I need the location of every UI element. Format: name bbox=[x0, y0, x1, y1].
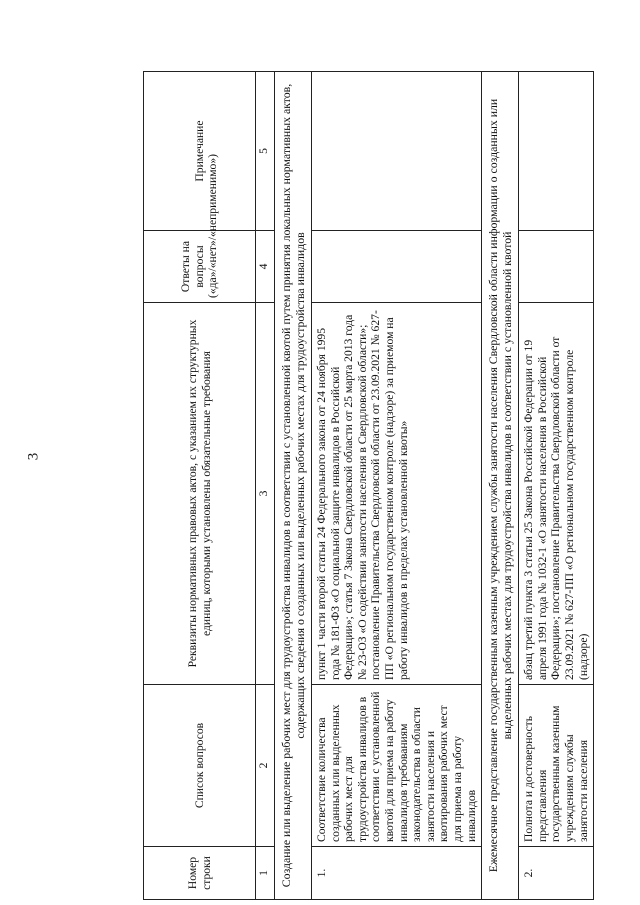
table-row bbox=[519, 72, 594, 900]
column-index: 3 bbox=[256, 303, 275, 685]
answer-cell bbox=[312, 231, 482, 303]
header-questions: Список вопросов bbox=[144, 685, 256, 847]
column-index: 1 bbox=[256, 847, 275, 900]
note-cell bbox=[519, 72, 594, 231]
table-header-row bbox=[144, 72, 256, 900]
column-index: 4 bbox=[256, 231, 275, 303]
header-requisites: Реквизиты нормативных правовых актов, с указанием их структурных единиц, которыми установлены обязательные требования bbox=[144, 303, 256, 685]
section-title-1: Создание или выделение рабочих мест для трудоустройства инвалидов в соответствии с установленной квотой путем принятия локальных нормативных актов, содержащих сведения о созданных или выделенных рабочих местах для трудоустройства инвалидов bbox=[275, 72, 312, 900]
page-number: 3 bbox=[25, 452, 42, 461]
checklist-table bbox=[143, 71, 594, 900]
header-row-number: Номер строки bbox=[144, 847, 256, 900]
column-index-row bbox=[256, 72, 275, 900]
table-row bbox=[312, 72, 482, 900]
column-index: 2 bbox=[256, 685, 275, 847]
header-note: Примечание bbox=[144, 72, 256, 231]
section-row bbox=[482, 72, 519, 900]
header-answers: Ответы на вопросы («да»/«нет»/«неприменимо») bbox=[144, 231, 256, 303]
question-cell: Соответствие количества созданных или выделенных рабочих мест для трудоустройства инвалидов в соответствии с установленной квотой для приема на работу инвалидов требованиям законодательства в области занятости населения и квотирования рабочих мест для приема на работу инвалидов bbox=[312, 685, 482, 847]
section-row bbox=[275, 72, 312, 900]
note-cell bbox=[312, 72, 482, 231]
row-number: 1. bbox=[312, 847, 482, 900]
requisites-cell: пункт 1 части второй статьи 24 Федерального закона от 24 ноября 1995 года № 181-ФЗ «О социальной защите инвалидов в Российской Федерации»; статья 7 Закона Свердловской области от 25 марта 2013 года № 23-ОЗ «О содействии занятости населения в Свердловской области»; постановление Правительства Свердловской области от 23.09.2021 № 627-ПП «О региональном государственном контроле (надзоре) за приемом на работу инвалидов в пределах установленной квоты» bbox=[312, 303, 482, 685]
checklist-table-sheet bbox=[143, 72, 590, 900]
row-number: 2. bbox=[519, 847, 594, 900]
section-title-2: Ежемесячное представление государственным казенным учреждением службы занятости населения Свердловской области информации о созданных или выделенных рабочих местах для трудоустройства инвалидов в соответствии с установленной квотой bbox=[482, 72, 519, 900]
question-cell: Полнота и достоверность представления государственным казенным учреждениям службы занятости населения bbox=[519, 685, 594, 847]
column-index: 5 bbox=[256, 72, 275, 231]
requisites-cell: абзац третий пункта 3 статьи 25 Закона Российской Федерации от 19 апреля 1991 года № 1032-1 «О занятости населения в Российской Федерации»; постановление Правительства Свердловской области от 23.09.2021 № 627-ПП «О региональном государственном контроле (надзоре) bbox=[519, 303, 594, 685]
answer-cell bbox=[519, 231, 594, 303]
